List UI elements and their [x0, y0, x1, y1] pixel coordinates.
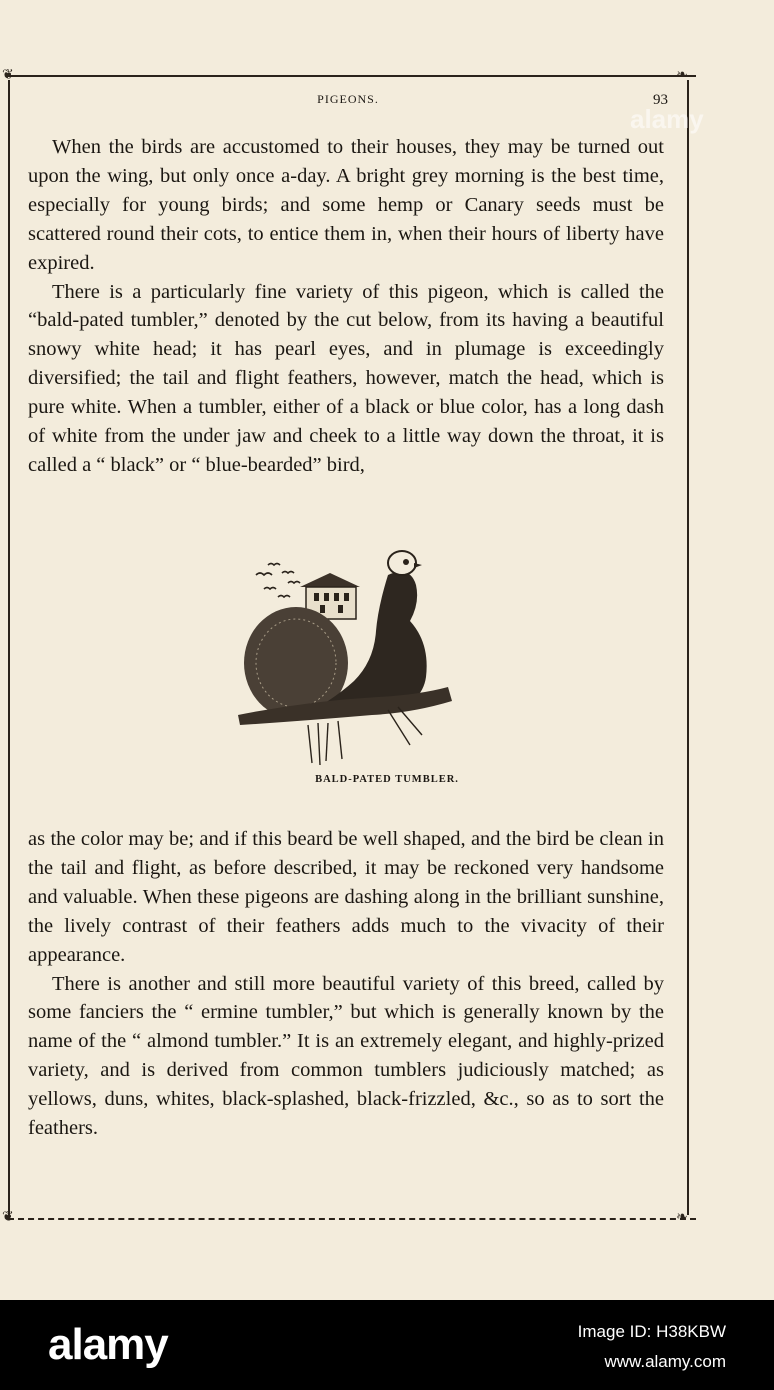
ornament-icon: ❧ [676, 1209, 688, 1225]
body-text-top [28, 133, 664, 480]
bald-pated-tumbler-illustration [238, 545, 453, 770]
running-head: PIGEONS. [317, 92, 379, 106]
stock-footer-bar [0, 1300, 774, 1390]
figure-caption: BALD-PATED TUMBLER. [315, 774, 459, 785]
ornament-icon: ❦ [2, 1209, 14, 1225]
flying-birds [256, 564, 300, 598]
paragraph: There is another and still more beautiful variety of this breed, called by some fanciers the “ ermine tumbler,” but which is generally known by the name of the “ almond tumbler.” It is an extremely elegant, and highly-prized variety, and is derived from common tumblers judiciously matched; as yellows, duns, whites, black-splashed, black-frizzled, &c., so as to sort the feathers. [28, 972, 664, 1140]
page-header [28, 92, 668, 114]
image-id: Image ID: H38KBW [577, 1322, 726, 1341]
body-text-bottom [28, 825, 664, 1143]
right-border-rule [687, 80, 689, 1215]
page-number: 93 [653, 92, 668, 108]
left-border-rule [8, 80, 10, 1215]
site-url[interactable]: www.alamy.com [604, 1352, 726, 1371]
brand-logo: alamy [48, 1320, 168, 1369]
watermark: alamy [630, 104, 704, 134]
paragraph: When the birds are accustomed to their houses, they may be turned out upon the wing, but only once a-day. A bright grey morning is the best time, especially for young birds; and some hemp or Canary seeds must be scattered round their cots, to entice them in, when their hours of liberty have expired. [28, 136, 664, 274]
paragraph: as the color may be; and if this beard be well shaped, and the bird be clean in the tail and flight, as before described, it may be reckoned very handsome and valuable. When these pigeons are dashing along in the brilliant sunshine, the lively contrast of their feathers adds much to the vivacity of their appearance. [28, 828, 664, 966]
ornament-icon: ❧ [676, 67, 688, 83]
bottom-border-rule [8, 1218, 696, 1220]
paragraph: There is a particularly fine variety of this pigeon, which is called the “bald-pated tumbler,” denoted by the cut below, from its having a beautiful snowy white head; it has pearl eyes, and in plumage is exceedingly diversified; the tail and flight feathers, however, match the head, which is pure white. When a tumbler, either of a black or blue color, has a long dash of white from the under jaw and cheek to a little way down the throat, it is called a “ black” or “ blue-bearded” bird, [28, 280, 664, 476]
ornament-icon: ❦ [2, 67, 14, 83]
top-border-rule [8, 75, 696, 77]
